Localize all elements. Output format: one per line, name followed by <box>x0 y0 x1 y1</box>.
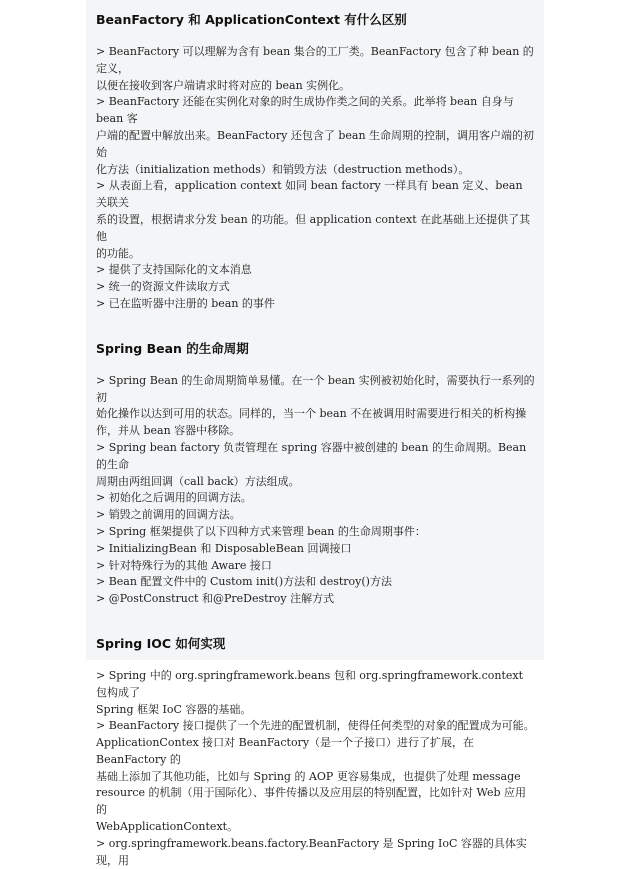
text-line: 周期由两组回调（call back）方法组成。 <box>96 474 300 488</box>
text-line: > @PostConstruct 和@PreDestroy 注解方式 <box>96 592 335 606</box>
text-line: > 提供了支持国际化的文本消息 <box>96 263 252 277</box>
text-line: 以便在接收到客户端请求时将对应的 bean 实例化。 <box>96 78 351 92</box>
text-line: > 已在监听器中注册的 bean 的事件 <box>96 296 275 310</box>
text-line: 户端的配置中解放出来。BeanFactory 还包含了 bean 生命周期的控制，调用客户端的初始 <box>96 128 535 159</box>
text-line: > Spring bean factory 负责管理在 spring 容器中被创建的 bean 的生命周期。Bean 的生命 <box>96 440 527 471</box>
text-line: > 统一的资源文件读取方式 <box>96 280 230 294</box>
text-line: > 针对特殊行为的其他 Aware 接口 <box>96 558 272 572</box>
text-line: WebApplicationContext。 <box>96 820 239 834</box>
text-line: > InitializingBean 和 DisposableBean 回调接口 <box>96 541 352 555</box>
text-line: > 销毁之前调用的回调方法。 <box>96 508 241 522</box>
text-line: > BeanFactory 还能在实例化对象的时生成协作类之间的关系。此举将 bean 自身与 bean 客 <box>96 95 514 126</box>
text-line: 系的设置，根据请求分发 bean 的功能。但 application context 在此基础上还提供了其他 <box>96 212 531 243</box>
text-line: 作，并从 bean 容器中移除。 <box>96 424 241 438</box>
text-line: > Spring 框架提供了以下四种方式来管理 bean 的生命周期事件： <box>96 524 426 538</box>
section-heading: Spring IOC 如何实现 <box>96 635 226 651</box>
text-line: 的功能。 <box>96 246 140 260</box>
text-line: 化方法（initialization methods）和销毁方法（destruction methods）。 <box>96 162 470 176</box>
section-body <box>96 668 536 869</box>
text-line: > BeanFactory 可以理解为含有 bean 集合的工厂类。BeanFactory 包含了种 bean 的定义， <box>96 45 534 75</box>
text-line: 基础上添加了其他功能，比如与 Spring 的 AOP 更容易集成，也提供了处理 message <box>96 769 521 783</box>
text-line: > 从表面上看，application context 如同 bean factory 一样具有 bean 定义、bean 关联关 <box>96 179 523 210</box>
section-heading: Spring Bean 的生命周期 <box>96 340 249 356</box>
section-heading: BeanFactory 和 ApplicationContext 有什么区别 <box>96 12 407 27</box>
text-line: Spring 框架 IoC 容器的基础。 <box>96 702 252 716</box>
document-page <box>86 0 544 867</box>
text-line: > Spring Bean 的生命周期简单易懂。在一个 bean 实例被初始化时，需要执行一系列的初 <box>96 373 535 404</box>
text-line: > org.springframework.beans.factory.BeanFactory 是 Spring IoC 容器的具体实现，用 <box>96 836 527 867</box>
section-body <box>96 373 536 608</box>
section-body <box>96 44 536 313</box>
text-line: resource 的机制（用于国际化）、事件传播以及应用层的特别配置，比如针对 Web 应用的 <box>96 786 526 817</box>
text-line: > BeanFactory 接口提供了一个先进的配置机制，使得任何类型的对象的配置成为可能。 <box>96 719 535 733</box>
text-line: > Spring 中的 org.springframework.beans 包和 org.springframework.context 包构成了 <box>96 668 524 699</box>
text-line: 始化操作以达到可用的状态。同样的，当一个 bean 不在被调用时需要进行相关的析构操 <box>96 407 527 421</box>
text-line: ApplicationContex 接口对 BeanFactory（是一个子接口）进行了扩展，在 BeanFactory 的 <box>96 736 475 766</box>
text-line: > 初始化之后调用的回调方法。 <box>96 491 252 505</box>
document-content <box>86 0 536 869</box>
text-line: > Bean 配置文件中的 Custom init()方法和 destroy()方法 <box>96 575 392 589</box>
